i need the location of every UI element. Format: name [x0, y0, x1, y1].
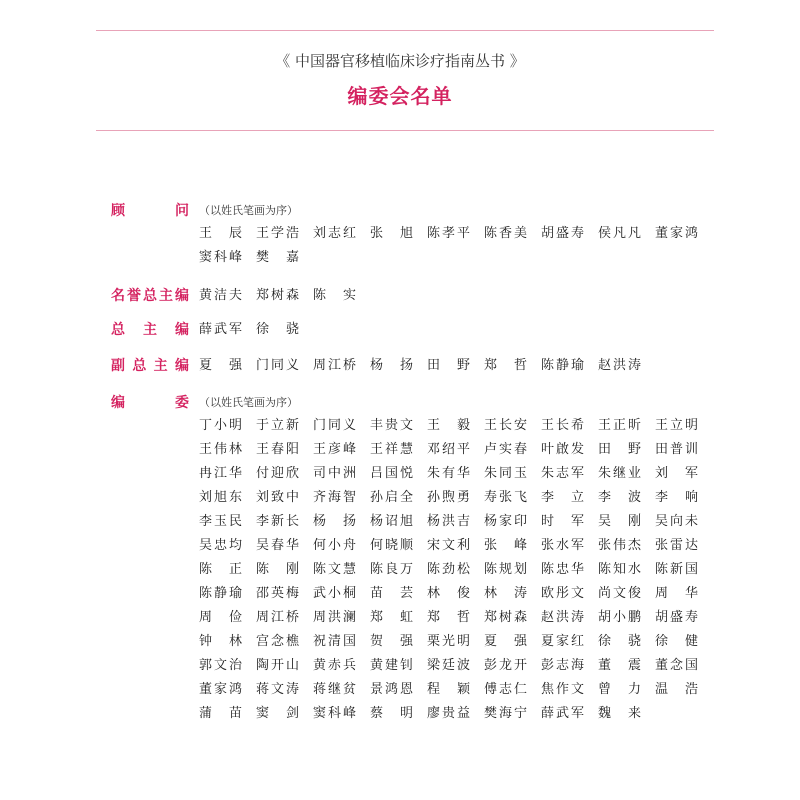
member-name: 周 江 桥 — [256, 610, 299, 625]
member-name: 张 峰 — [484, 538, 527, 553]
section-label: 编 委 — [111, 395, 189, 411]
member-name: 刘 旭 东 — [199, 490, 242, 505]
member-name: 田 普 训 — [655, 442, 698, 457]
member-name: 陶 开 山 — [256, 658, 299, 673]
member-name: 王 春 阳 — [256, 442, 299, 457]
member-name: 李 玉 民 — [199, 514, 242, 529]
member-name: 郑 哲 — [484, 358, 527, 373]
member-name: 郑 哲 — [427, 610, 470, 625]
name-list — [199, 320, 719, 344]
member-name: 林 俊 — [427, 586, 470, 601]
member-name: 李 立 — [541, 490, 584, 505]
member-name: 徐 骁 — [256, 322, 299, 337]
member-name: 胡 盛 寿 — [541, 226, 584, 241]
member-name: 林 涛 — [484, 586, 527, 601]
member-name: 杨 家 印 — [484, 514, 527, 529]
member-name: 魏 来 — [598, 706, 641, 721]
member-name: 吴 忠 均 — [199, 538, 242, 553]
member-name: 邵 英 梅 — [256, 586, 299, 601]
member-name: 时 军 — [541, 514, 584, 529]
member-name: 陈 忠 华 — [541, 562, 584, 577]
section-label: 名 誉 总 主 编 — [111, 288, 189, 304]
member-name: 王 辰 — [199, 226, 242, 241]
member-name: 孙 煦 勇 — [427, 490, 470, 505]
member-name: 王 彦 峰 — [313, 442, 356, 457]
member-name: 吴 刚 — [598, 514, 641, 529]
member-name: 王 正 昕 — [598, 418, 641, 433]
member-name: 朱 有 华 — [427, 466, 470, 481]
member-name: 夏 强 — [484, 634, 527, 649]
member-name: 王 毅 — [427, 418, 470, 433]
member-name: 王 长 安 — [484, 418, 527, 433]
member-name: 门 同 义 — [256, 358, 299, 373]
member-name: 尚 文 俊 — [598, 586, 641, 601]
member-name: 付 迎 欣 — [256, 466, 299, 481]
member-name: 彭 龙 开 — [484, 658, 527, 673]
member-name: 程 颖 — [427, 682, 470, 697]
member-name: 陈 文 慧 — [313, 562, 356, 577]
member-name: 宫 念 樵 — [256, 634, 299, 649]
member-name: 窦 剑 — [256, 706, 299, 721]
member-name: 张 旭 — [370, 226, 413, 241]
member-name: 胡 盛 寿 — [655, 610, 698, 625]
member-name: 董 震 — [598, 658, 641, 673]
member-name: 田 野 — [427, 358, 470, 373]
member-name: 蒲 苗 — [199, 706, 242, 721]
member-name: 张 伟 杰 — [598, 538, 641, 553]
member-name: 陈 香 美 — [484, 226, 527, 241]
member-name: 贺 强 — [370, 634, 413, 649]
member-name: 寿 张 飞 — [484, 490, 527, 505]
member-name: 刘 志 红 — [313, 226, 356, 241]
member-name: 吴 春 华 — [256, 538, 299, 553]
member-name: 苗 芸 — [370, 586, 413, 601]
member-name: 廖 贵 益 — [427, 706, 470, 721]
member-name: 王 立 明 — [655, 418, 698, 433]
member-name: 赵 洪 涛 — [541, 610, 584, 625]
member-name: 郑 树 森 — [484, 610, 527, 625]
member-name: 何 晓 顺 — [370, 538, 413, 553]
member-name: 窦 科 峰 — [313, 706, 356, 721]
member-name: 陈 劲 松 — [427, 562, 470, 577]
member-name: 徐 健 — [655, 634, 698, 649]
section-label: 顾 问 — [111, 203, 189, 219]
member-name: 卢 实 春 — [484, 442, 527, 457]
member-name: 夏 强 — [199, 358, 242, 373]
member-name: 刘 致 中 — [256, 490, 299, 505]
top-divider — [96, 30, 714, 31]
member-name: 李 响 — [655, 490, 698, 505]
member-name: 胡 小 鹏 — [598, 610, 641, 625]
bottom-divider — [96, 130, 714, 131]
member-name: 董 念 国 — [655, 658, 698, 673]
member-name: 薛 武 军 — [541, 706, 584, 721]
member-name: 王 伟 林 — [199, 442, 242, 457]
member-name: 朱 继 业 — [598, 466, 641, 481]
member-name: 侯 凡 凡 — [598, 226, 641, 241]
member-name: 栗 光 明 — [427, 634, 470, 649]
member-name: 郑 虹 — [370, 610, 413, 625]
member-name: 钟 林 — [199, 634, 242, 649]
member-name: 焦 作 文 — [541, 682, 584, 697]
member-name: 陈 良 万 — [370, 562, 413, 577]
member-name: 杨 扬 — [313, 514, 356, 529]
member-name: 叶 啟 发 — [541, 442, 584, 457]
member-name: 周 江 桥 — [313, 358, 356, 373]
member-name: 田 野 — [598, 442, 641, 457]
name-list — [199, 224, 719, 272]
member-name: 陈 刚 — [256, 562, 299, 577]
member-name: 温 浩 — [655, 682, 698, 697]
member-name: 窦 科 峰 — [199, 250, 242, 265]
member-name: 周 洪 澜 — [313, 610, 356, 625]
member-name: 何 小 舟 — [313, 538, 356, 553]
member-name: 孙 启 全 — [370, 490, 413, 505]
member-name: 周 华 — [655, 586, 698, 601]
member-name: 李 新 长 — [256, 514, 299, 529]
member-name: 梁 廷 波 — [427, 658, 470, 673]
member-name: 樊 嘉 — [256, 250, 299, 265]
section-label: 总 主 编 — [111, 322, 189, 338]
member-name: 薛 武 军 — [199, 322, 242, 337]
member-name: 张 雷 达 — [655, 538, 698, 553]
member-name: 杨 诏 旭 — [370, 514, 413, 529]
member-name: 郑 树 森 — [256, 288, 299, 303]
member-name: 门 同 义 — [313, 418, 356, 433]
member-name: 周 俭 — [199, 610, 242, 625]
member-name: 丰 贵 文 — [370, 418, 413, 433]
member-name: 于 立 新 — [256, 418, 299, 433]
member-name: 吴 向 未 — [655, 514, 698, 529]
member-name: 齐 海 智 — [313, 490, 356, 505]
member-name: 王 学 浩 — [256, 226, 299, 241]
name-list — [199, 356, 719, 380]
member-name: 徐 骁 — [598, 634, 641, 649]
member-name: 欧 彤 文 — [541, 586, 584, 601]
member-name: 祝 清 国 — [313, 634, 356, 649]
member-name: 王 长 希 — [541, 418, 584, 433]
member-name: 杨 扬 — [370, 358, 413, 373]
section-note: （以姓氏笔画为序） — [199, 204, 298, 217]
member-name: 陈 规 划 — [484, 562, 527, 577]
member-name: 蔡 明 — [370, 706, 413, 721]
member-name: 蒋 文 涛 — [256, 682, 299, 697]
member-name: 张 水 军 — [541, 538, 584, 553]
member-name: 杨 洪 吉 — [427, 514, 470, 529]
member-name: 王 祥 慧 — [370, 442, 413, 457]
member-name: 朱 志 军 — [541, 466, 584, 481]
member-name: 景 鸿 恩 — [370, 682, 413, 697]
member-name: 邓 绍 平 — [427, 442, 470, 457]
member-name: 傅 志 仁 — [484, 682, 527, 697]
member-name: 赵 洪 涛 — [598, 358, 641, 373]
section-label: 副 总 主 编 — [111, 358, 189, 374]
member-name: 陈 静 瑜 — [541, 358, 584, 373]
member-name: 冉 江 华 — [199, 466, 242, 481]
member-name: 黄 洁 夫 — [199, 288, 242, 303]
member-name: 武 小 桐 — [313, 586, 356, 601]
page-title: 编委会名单 — [347, 84, 453, 108]
member-name: 樊 海 宁 — [484, 706, 527, 721]
member-name: 丁 小 明 — [199, 418, 242, 433]
member-name: 刘 军 — [655, 466, 698, 481]
member-name: 董 家 鸿 — [199, 682, 242, 697]
member-name: 郭 文 治 — [199, 658, 242, 673]
member-name: 陈 实 — [313, 288, 356, 303]
section-note: （以姓氏笔画为序） — [199, 396, 298, 409]
member-name: 陈 静 瑜 — [199, 586, 242, 601]
member-name: 陈 正 — [199, 562, 242, 577]
member-name: 陈 知 水 — [598, 562, 641, 577]
member-name: 吕 国 悦 — [370, 466, 413, 481]
member-name: 黄 建 钊 — [370, 658, 413, 673]
member-name: 曾 力 — [598, 682, 641, 697]
member-name: 陈 新 国 — [655, 562, 698, 577]
member-name: 夏 家 红 — [541, 634, 584, 649]
series-title: 《 中国器官移植临床诊疗指南丛书 》 — [275, 52, 525, 70]
member-name: 宋 文 利 — [427, 538, 470, 553]
member-name: 朱 同 玉 — [484, 466, 527, 481]
member-name: 陈 孝 平 — [427, 226, 470, 241]
member-name: 黄 赤 兵 — [313, 658, 356, 673]
member-name: 蒋 继 贫 — [313, 682, 356, 697]
name-list — [199, 416, 719, 728]
member-name: 司 中 洲 — [313, 466, 356, 481]
name-list — [199, 286, 719, 310]
member-name: 彭 志 海 — [541, 658, 584, 673]
member-name: 董 家 鸿 — [655, 226, 698, 241]
member-name: 李 波 — [598, 490, 641, 505]
